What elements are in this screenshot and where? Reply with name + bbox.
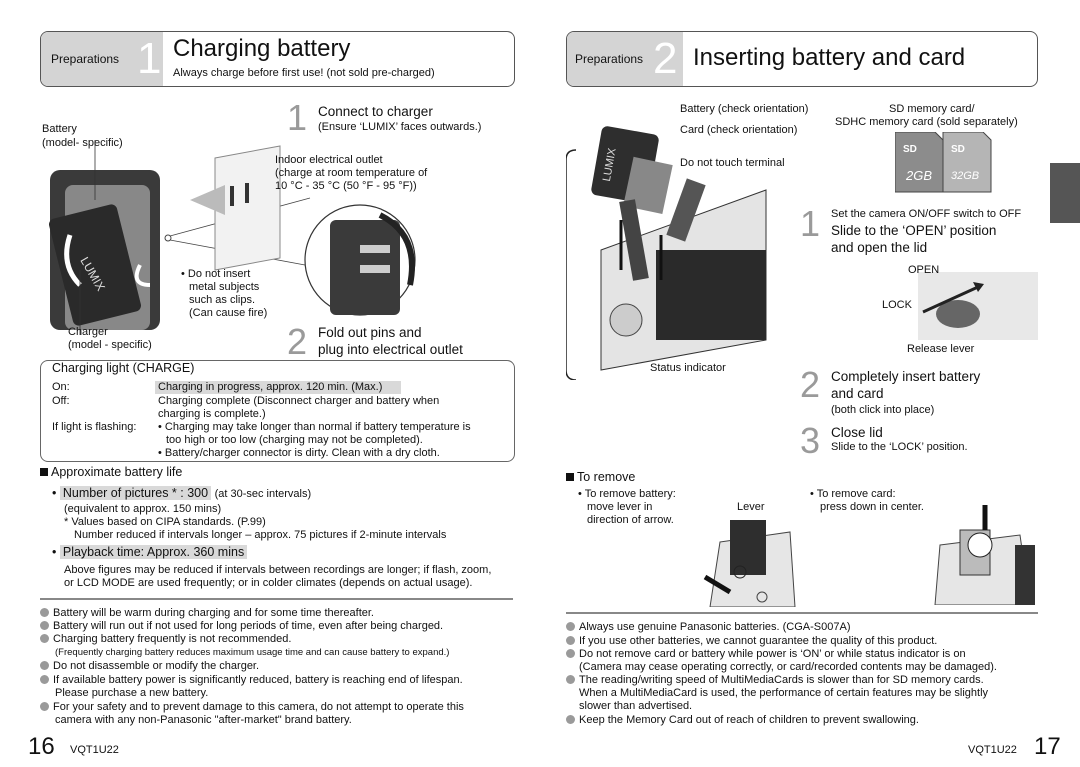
right-divider	[566, 612, 1038, 614]
right-note-4-text: The reading/writing speed of MultiMediaCards is slower than for SD memory cards.	[579, 674, 984, 686]
card-2gb-label: 2GB	[906, 168, 933, 183]
left-step1-number: 1	[287, 97, 308, 138]
bullet-icon	[566, 715, 575, 724]
right-step2-line2: and card	[831, 386, 884, 401]
right-note-3b: (Camera may cease operating correctly, or card/recorded contents may be damaged).	[579, 661, 997, 673]
svg-text:LUMIX: LUMIX	[77, 254, 108, 294]
playback-label: Playback time: Approx. 360 mins	[60, 545, 247, 559]
right-step3-number: 3	[800, 420, 821, 461]
pictures-row: • Number of pictures * : 300 (at 30-sec intervals)	[52, 486, 312, 500]
to-remove-text: To remove	[577, 470, 636, 484]
charging-off-text-1: Charging complete (Disconnect charger and battery when	[158, 395, 440, 407]
left-header	[40, 31, 515, 87]
charger-label: Charger	[68, 326, 108, 338]
left-note-6b: camera with any non-Panasonic "after-market" brand battery.	[55, 714, 352, 726]
right-section-number: 2	[653, 34, 678, 83]
charging-off-text-2: charging is complete.)	[158, 408, 266, 420]
left-note-3-text: Charging battery frequently is not recommended.	[53, 633, 292, 645]
right-step3-note: Slide to the ‘LOCK’ position.	[831, 441, 968, 453]
left-note-3	[40, 633, 291, 646]
approx-battery-life-title	[40, 465, 182, 479]
left-note-2-text: Battery will run out if not used for long periods of time, even after being charged.	[53, 620, 444, 632]
to-remove-title	[566, 470, 635, 484]
left-note-6-text: For your safety and to prevent damage to this camera, do not attempt to operate this	[53, 701, 464, 713]
right-step1-line1: Slide to the ‘OPEN’ position	[831, 223, 997, 238]
card-orientation-label: Card (check orientation)	[680, 124, 798, 136]
right-note-2-text: If you use other batteries, we cannot guarantee the quality of this product.	[579, 635, 938, 647]
sd-card-label-1: SD memory card/	[889, 103, 975, 115]
charging-flash-label: If light is flashing:	[52, 421, 137, 433]
pictures-label: Number of pictures * : 300	[60, 486, 211, 500]
bullet-icon	[40, 634, 49, 643]
above-figures-2: or LCD MODE are used frequently; or in colder climates (depends on actual usage).	[64, 577, 473, 589]
above-figures-1: Above figures may be reduced if intervals between recordings are longer; if flash, zoom,	[64, 564, 492, 576]
left-page-code: VQT1U22	[70, 744, 119, 756]
left-step2-number: 2	[287, 321, 308, 362]
remove-battery-1: • To remove battery:	[578, 488, 676, 500]
charging-on-text: Charging in progress, approx. 120 min. (Max.)	[155, 381, 401, 394]
right-note-4b: When a MultiMediaCard is used, the performance of certain features may be slightly	[579, 687, 989, 699]
charging-light-title: Charging light (CHARGE)	[52, 361, 195, 375]
remove-battery-3: direction of arrow.	[587, 514, 674, 526]
charger-model-label: (model - specific)	[68, 339, 152, 351]
right-page-number: 17	[1034, 733, 1061, 760]
charging-flash-1: • Charging may take longer than normal if battery temperature is	[158, 421, 471, 433]
left-note-5b: Please purchase a new battery.	[55, 687, 209, 699]
left-prep-label: Preparations	[51, 52, 120, 66]
left-note-2	[40, 620, 443, 633]
bullet-icon	[566, 636, 575, 645]
bullet-icon	[566, 675, 575, 684]
right-step1-pre: Set the camera ON/OFF switch to OFF	[831, 208, 1022, 220]
pictures-note: (at 30-sec intervals)	[214, 488, 312, 500]
square-bullet-icon	[566, 473, 574, 481]
cipa-note: * Values based on CIPA standards. (P.99)	[64, 516, 266, 528]
svg-text:SD: SD	[951, 144, 965, 155]
bullet-icon	[40, 621, 49, 630]
left-step2-line2: plug into electrical outlet	[318, 342, 463, 357]
right-note-1-text: Always use genuine Panasonic batteries. (CGA-S007A)	[579, 621, 851, 633]
charging-flash-2: too high or too low (charging may not be completed).	[166, 434, 423, 446]
bullet-icon	[566, 622, 575, 631]
status-indicator-label: Status indicator	[650, 362, 726, 374]
right-step1-number: 1	[800, 203, 821, 244]
right-step3-title: Close lid	[831, 425, 883, 440]
right-note-3-text: Do not remove card or battery while power is ‘ON’ or while status indicator is on	[579, 648, 966, 660]
right-header	[566, 31, 1038, 87]
no-insert-warning-4: (Can cause fire)	[189, 307, 268, 319]
right-page-title: Inserting battery and card	[693, 44, 966, 71]
no-insert-warning-2: metal subjects	[189, 281, 260, 293]
no-insert-warning-3: such as clips.	[189, 294, 256, 306]
sd-card-label-2: SDHC memory card (sold separately)	[835, 116, 1018, 128]
playback-row: • Playback time: Approx. 360 mins	[52, 545, 247, 559]
right-step1-line2: and open the lid	[831, 240, 928, 255]
right-prep-label: Preparations	[575, 52, 644, 66]
left-note-1	[40, 607, 374, 620]
bullet-icon	[40, 702, 49, 711]
charger-illustration	[40, 140, 500, 365]
bullet-icon	[40, 661, 49, 670]
left-note-5-text: If available battery power is significantly reduced, battery is reaching end of lifespan.	[53, 674, 463, 686]
left-note-4	[40, 660, 259, 673]
outlet-label-3: 10 °C - 35 °C (50 °F - 95 °F))	[275, 180, 417, 192]
outlet-label-2: (charge at room temperature of	[275, 167, 428, 179]
left-divider	[40, 598, 513, 600]
approx-title-text: Approximate battery life	[51, 465, 183, 479]
battery-model-label: (model- specific)	[42, 137, 123, 149]
left-note-5	[40, 674, 463, 687]
right-step2-line1: Completely insert battery	[831, 369, 981, 384]
left-page-title: Charging battery	[173, 35, 351, 62]
no-touch-label: Do not touch terminal	[680, 157, 785, 169]
right-note-3	[566, 648, 966, 661]
charging-flash-3: • Battery/charger connector is dirty. Clean with a dry cloth.	[158, 447, 440, 459]
camera-illustration	[566, 100, 826, 380]
left-section-number: 1	[137, 34, 162, 83]
card-32gb-label: 32GB	[951, 170, 980, 182]
left-step1-title: Connect to charger	[318, 104, 433, 119]
remove-battery-illustration	[700, 512, 800, 607]
left-page-number: 16	[28, 733, 55, 760]
right-note-4	[566, 674, 984, 687]
pictures-equiv: (equivalent to approx. 150 mins)	[64, 503, 222, 515]
right-note-5	[566, 714, 919, 727]
svg-text:SD: SD	[903, 144, 917, 155]
sd-cards-illustration	[895, 132, 995, 197]
right-page-code: VQT1U22	[968, 744, 1017, 756]
remove-card-1: • To remove card:	[810, 488, 896, 500]
outlet-label-1: Indoor electrical outlet	[275, 154, 383, 166]
lid-lock-illustration	[918, 272, 1040, 342]
lock-label: LOCK	[882, 299, 912, 311]
left-note-4-text: Do not disassemble or modify the charger.	[53, 660, 260, 672]
open-label: OPEN	[908, 264, 940, 276]
battery-orientation-label: Battery (check orientation)	[680, 103, 809, 115]
left-step1-note: (Ensure ‘LUMIX’ faces outwards.)	[318, 121, 482, 133]
battery-label: Battery	[42, 123, 77, 135]
right-note-1	[566, 621, 850, 634]
bullet-icon	[566, 649, 575, 658]
no-insert-warning-1: • Do not insert	[181, 268, 251, 280]
right-step2-note: (both click into place)	[831, 404, 935, 416]
right-step2-number: 2	[800, 364, 821, 405]
left-note-6	[40, 701, 464, 714]
intervals-note: Number reduced if intervals longer – approx. 75 pictures if 2-minute intervals	[74, 529, 447, 541]
remove-card-2: press down in center.	[820, 501, 924, 513]
bullet-icon	[40, 608, 49, 617]
square-bullet-icon	[40, 468, 48, 476]
left-step2-line1: Fold out pins and	[318, 325, 422, 340]
right-note-5-text: Keep the Memory Card out of reach of children to prevent swallowing.	[579, 714, 919, 726]
right-note-4c: slower than advertised.	[579, 700, 693, 712]
right-note-2	[566, 635, 937, 648]
svg-text:LUMIX: LUMIX	[600, 147, 619, 183]
release-lever-label: Release lever	[907, 343, 975, 355]
left-page-subtitle: Always charge before first use! (not sold pre-charged)	[173, 67, 435, 79]
remove-battery-2: move lever in	[587, 501, 653, 513]
left-note-1-text: Battery will be warm during charging and for some time thereafter.	[53, 607, 374, 619]
left-note-paren: (Frequently charging battery reduces maximum usage time and can cause battery to expand.)	[55, 647, 450, 658]
lever-label: Lever	[737, 501, 765, 513]
side-tab	[1050, 163, 1080, 223]
charging-off-label: Off:	[52, 395, 70, 407]
remove-card-illustration	[930, 505, 1040, 605]
bullet-icon	[40, 675, 49, 684]
charging-on-label: On:	[52, 381, 70, 393]
